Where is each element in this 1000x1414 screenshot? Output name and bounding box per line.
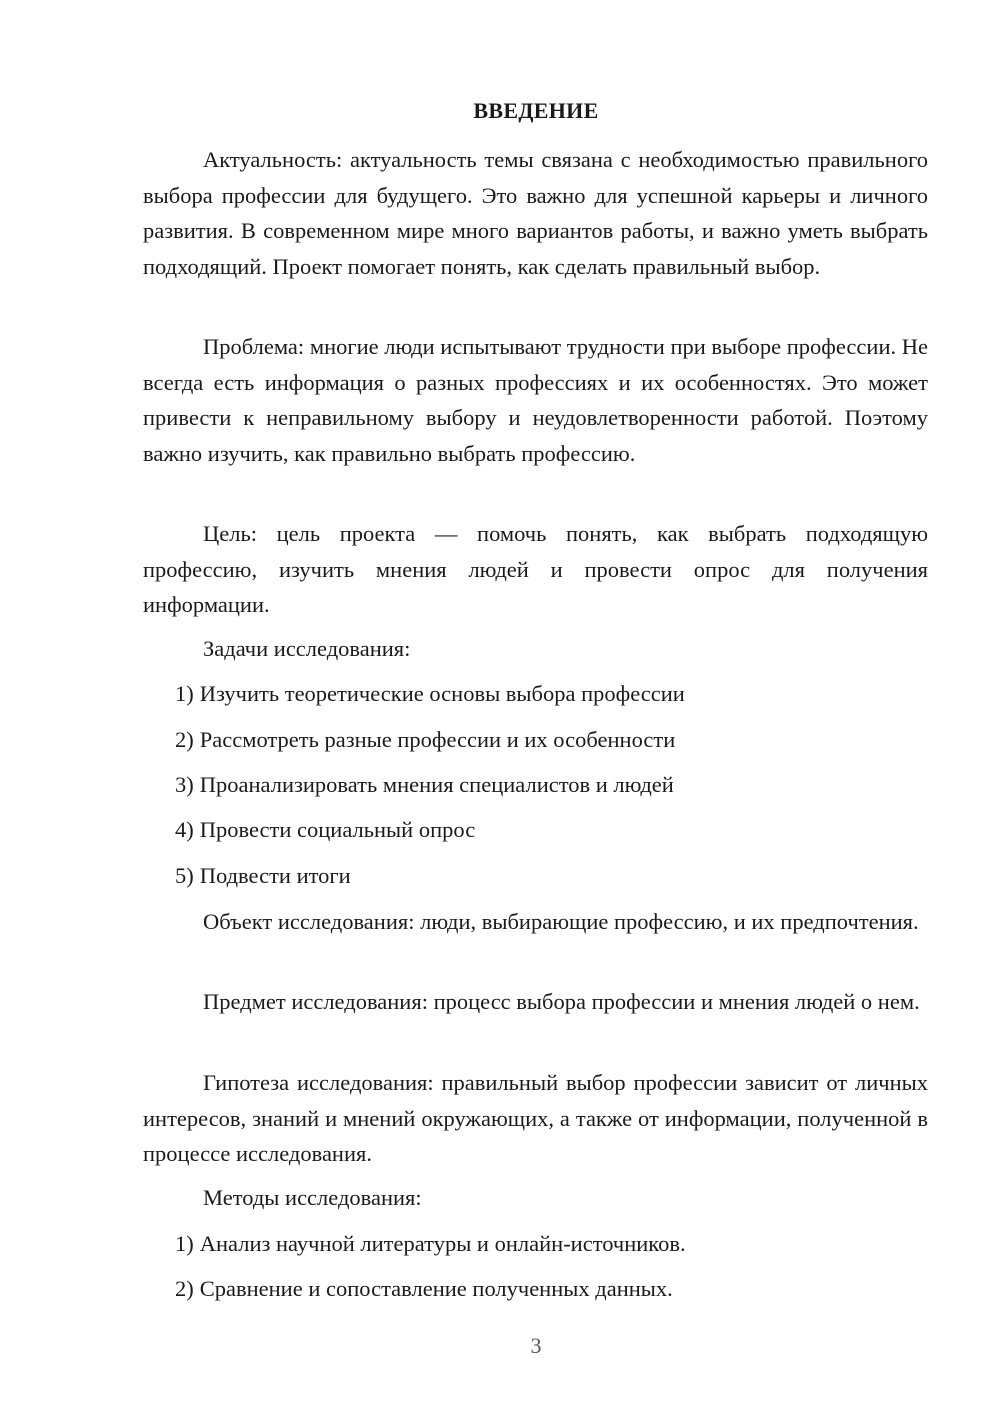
method-item-number: 2)	[175, 1276, 194, 1301]
object-paragraph: Объект исследования: люди, выбирающие профессию, и их предпочтения.	[203, 909, 919, 934]
task-item-text: Изучить теоретические основы выбора профессии	[199, 681, 685, 706]
task-item-number: 2)	[175, 727, 194, 752]
method-item	[175, 1229, 935, 1259]
task-item-text: Провести социальный опрос	[199, 817, 476, 842]
methods-heading: Методы исследования:	[203, 1185, 422, 1210]
page-title: ВВЕДЕНИЕ	[473, 98, 599, 123]
task-item	[175, 770, 935, 800]
method-item-text: Сравнение и сопоставление полученных данных.	[199, 1276, 673, 1301]
subject-paragraph: Предмет исследования: процесс выбора профессии и мнения людей о нем.	[203, 989, 920, 1014]
tasks-heading: Задачи исследования:	[203, 636, 411, 661]
task-item	[175, 725, 935, 755]
task-item-text: Подвести итоги	[199, 863, 351, 888]
task-item-number: 1)	[175, 681, 194, 706]
task-item-number: 5)	[175, 863, 194, 888]
task-item	[175, 815, 935, 845]
relevance-paragraph: Актуальность: актуальность темы связана с необходимостью правильного выбора профессии для будущего. Это важно для успешной карьеры и личного развития. В современном мире много вариантов работы, и важно уметь выбрать подходящий. Проект помогает понять, как сделать правильный выбор.	[143, 147, 928, 279]
method-item-text: Анализ научной литературы и онлайн-источников.	[199, 1231, 686, 1256]
task-item	[175, 679, 935, 709]
task-item	[175, 861, 935, 891]
task-item-number: 4)	[175, 817, 194, 842]
goal-paragraph: Цель: цель проекта — помочь понять, как выбрать подходящую профессию, изучить мнения людей и провести опрос для получения информации.	[143, 521, 928, 617]
problem-paragraph: Проблема: многие люди испытывают трудности при выборе профессии. Не всегда есть информация о разных профессиях и их особенностях. Это может привести к неправильному выбору и неудовлетворенности работой. Поэтому важно изучить, как правильно выбрать профессию.	[143, 334, 928, 466]
page-number: 3	[530, 1333, 542, 1358]
task-item-number: 3)	[175, 772, 194, 797]
hypothesis-paragraph: Гипотеза исследования: правильный выбор профессии зависит от личных интересов, знаний и мнений окружающих, а также от информации, полученной в процессе исследования.	[143, 1070, 928, 1166]
task-item-text: Рассмотреть разные профессии и их особенности	[199, 727, 676, 752]
method-item	[175, 1274, 935, 1304]
method-item-number: 1)	[175, 1231, 194, 1256]
task-item-text: Проанализировать мнения специалистов и людей	[199, 772, 674, 797]
